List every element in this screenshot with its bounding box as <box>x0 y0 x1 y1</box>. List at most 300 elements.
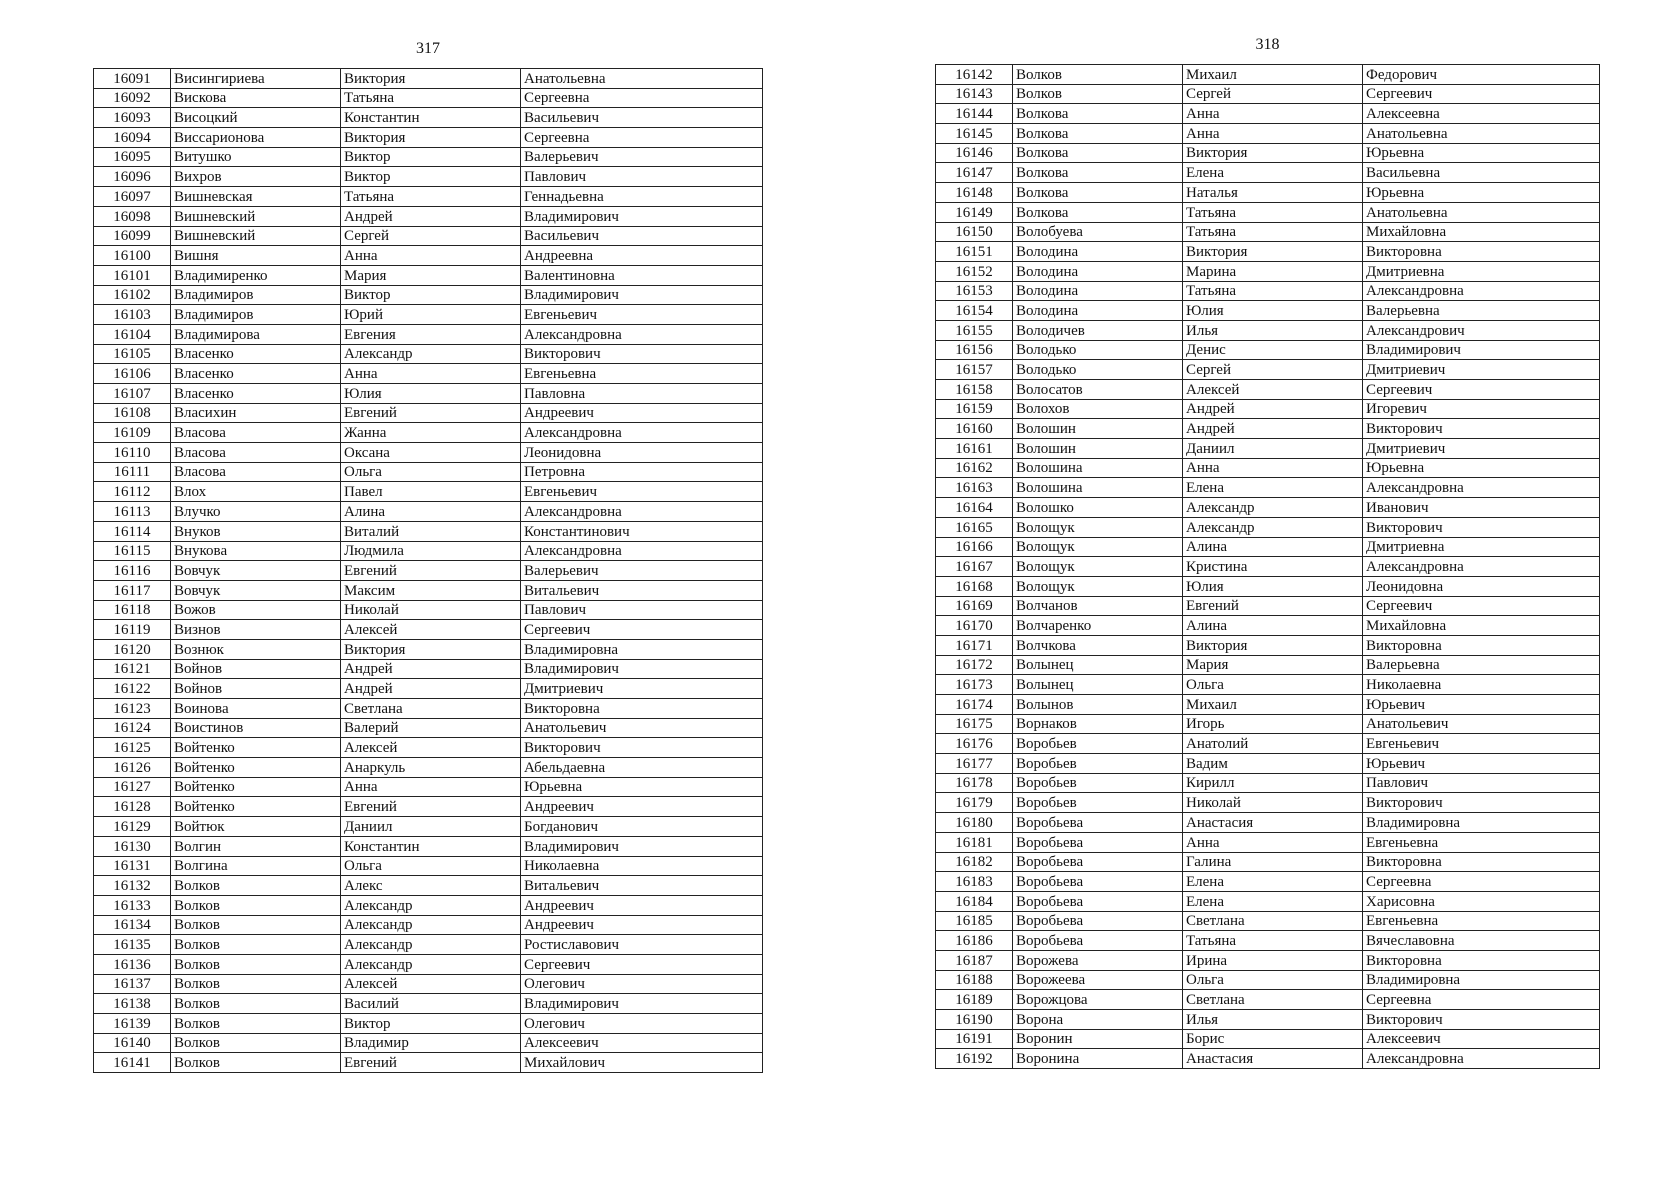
record-number-cell: 16095 <box>94 147 171 167</box>
patronymic-cell: Валерьевна <box>1363 655 1600 675</box>
surname-cell: Волков <box>171 935 341 955</box>
first-name-cell: Андрей <box>341 206 521 226</box>
patronymic-cell: Павлович <box>521 167 763 187</box>
table-row <box>94 954 763 974</box>
table-row <box>936 773 1600 793</box>
patronymic-cell: Сергеевна <box>1363 872 1600 892</box>
record-number-cell: 16119 <box>94 620 171 640</box>
surname-cell: Владимиров <box>171 305 341 325</box>
surname-cell: Власенко <box>171 344 341 364</box>
patronymic-cell: Сергеевич <box>521 954 763 974</box>
patronymic-cell: Андреевич <box>521 895 763 915</box>
table-row <box>936 596 1600 616</box>
patronymic-cell: Иванович <box>1363 498 1600 518</box>
surname-cell: Визнов <box>171 620 341 640</box>
record-number-cell: 16156 <box>936 340 1013 360</box>
record-number-cell: 16096 <box>94 167 171 187</box>
table-row <box>94 935 763 955</box>
names-table <box>935 64 1600 1069</box>
record-number-cell: 16163 <box>936 478 1013 498</box>
record-number-cell: 16103 <box>94 305 171 325</box>
table-row <box>936 124 1600 144</box>
record-number-cell: 16117 <box>94 580 171 600</box>
patronymic-cell: Витальевич <box>521 580 763 600</box>
patronymic-cell: Богданович <box>521 817 763 837</box>
patronymic-cell: Андреевич <box>521 403 763 423</box>
surname-cell: Ворожева <box>1013 950 1183 970</box>
surname-cell: Войтенко <box>171 797 341 817</box>
record-number-cell: 16151 <box>936 242 1013 262</box>
surname-cell: Вознюк <box>171 639 341 659</box>
first-name-cell: Виктория <box>1183 143 1363 163</box>
record-number-cell: 16135 <box>94 935 171 955</box>
patronymic-cell: Витальевич <box>521 876 763 896</box>
record-number-cell: 16149 <box>936 202 1013 222</box>
table-row <box>936 714 1600 734</box>
patronymic-cell: Леонидовна <box>1363 576 1600 596</box>
surname-cell: Ворона <box>1013 1010 1183 1030</box>
surname-cell: Волохов <box>1013 399 1183 419</box>
surname-cell: Владимирова <box>171 324 341 344</box>
table-row <box>936 261 1600 281</box>
record-number-cell: 16129 <box>94 817 171 837</box>
patronymic-cell: Алексеевич <box>521 1033 763 1053</box>
table-row <box>936 320 1600 340</box>
table-row <box>936 1029 1600 1049</box>
patronymic-cell: Дмитриевич <box>1363 439 1600 459</box>
first-name-cell: Максим <box>341 580 521 600</box>
table-row <box>936 1049 1600 1069</box>
record-number-cell: 16146 <box>936 143 1013 163</box>
record-number-cell: 16153 <box>936 281 1013 301</box>
surname-cell: Воробьев <box>1013 754 1183 774</box>
record-number-cell: 16161 <box>936 439 1013 459</box>
record-number-cell: 16122 <box>94 679 171 699</box>
record-number-cell: 16128 <box>94 797 171 817</box>
table-row <box>94 738 763 758</box>
table-row <box>936 439 1600 459</box>
first-name-cell: Елена <box>1183 478 1363 498</box>
patronymic-cell: Сергеевна <box>521 128 763 148</box>
table-row <box>936 576 1600 596</box>
first-name-cell: Евгений <box>341 561 521 581</box>
record-number-cell: 16107 <box>94 384 171 404</box>
table-row <box>936 655 1600 675</box>
patronymic-cell: Леонидовна <box>521 443 763 463</box>
surname-cell: Волошко <box>1013 498 1183 518</box>
surname-cell: Волобуева <box>1013 222 1183 242</box>
patronymic-cell: Васильевич <box>521 108 763 128</box>
first-name-cell: Виктор <box>341 147 521 167</box>
page-number: 317 <box>416 40 440 57</box>
first-name-cell: Юлия <box>341 384 521 404</box>
record-number-cell: 16140 <box>94 1033 171 1053</box>
first-name-cell: Светлана <box>341 699 521 719</box>
table-row <box>936 557 1600 577</box>
record-number-cell: 16144 <box>936 104 1013 124</box>
record-number-cell: 16187 <box>936 950 1013 970</box>
table-row <box>936 65 1600 85</box>
table-row <box>94 1033 763 1053</box>
first-name-cell: Анна <box>1183 124 1363 144</box>
record-number-cell: 16154 <box>936 301 1013 321</box>
record-number-cell: 16112 <box>94 482 171 502</box>
surname-cell: Войтенко <box>171 777 341 797</box>
record-number-cell: 16174 <box>936 695 1013 715</box>
surname-cell: Волощук <box>1013 537 1183 557</box>
table-row <box>936 754 1600 774</box>
record-number-cell: 16168 <box>936 576 1013 596</box>
record-number-cell: 16147 <box>936 163 1013 183</box>
first-name-cell: Павел <box>341 482 521 502</box>
patronymic-cell: Анатольевна <box>1363 202 1600 222</box>
record-number-cell: 16183 <box>936 872 1013 892</box>
surname-cell: Вихров <box>171 167 341 187</box>
table-row <box>94 777 763 797</box>
table-row <box>94 974 763 994</box>
surname-cell: Волков <box>171 974 341 994</box>
surname-cell: Володина <box>1013 261 1183 281</box>
surname-cell: Висингириева <box>171 69 341 89</box>
patronymic-cell: Александровна <box>1363 1049 1600 1069</box>
patronymic-cell: Сергеевич <box>1363 596 1600 616</box>
surname-cell: Войтенко <box>171 758 341 778</box>
patronymic-cell: Викторович <box>1363 419 1600 439</box>
record-number-cell: 16173 <box>936 675 1013 695</box>
record-number-cell: 16102 <box>94 285 171 305</box>
surname-cell: Волчаренко <box>1013 616 1183 636</box>
record-number-cell: 16110 <box>94 443 171 463</box>
surname-cell: Волкова <box>1013 163 1183 183</box>
patronymic-cell: Владимировна <box>1363 970 1600 990</box>
surname-cell: Волков <box>171 876 341 896</box>
patronymic-cell: Михайлович <box>521 1053 763 1073</box>
patronymic-cell: Дмитриевич <box>1363 360 1600 380</box>
surname-cell: Власихин <box>171 403 341 423</box>
first-name-cell: Ольга <box>1183 675 1363 695</box>
patronymic-cell: Валентиновна <box>521 265 763 285</box>
patronymic-cell: Павлович <box>521 600 763 620</box>
first-name-cell: Татьяна <box>1183 222 1363 242</box>
first-name-cell: Евгения <box>341 324 521 344</box>
patronymic-cell: Евгеньевич <box>1363 734 1600 754</box>
surname-cell: Волгин <box>171 836 341 856</box>
page-right <box>935 34 1600 1069</box>
first-name-cell: Алина <box>1183 537 1363 557</box>
first-name-cell: Алексей <box>341 974 521 994</box>
first-name-cell: Анна <box>1183 104 1363 124</box>
first-name-cell: Андрей <box>1183 399 1363 419</box>
surname-cell: Воробьева <box>1013 872 1183 892</box>
record-number-cell: 16166 <box>936 537 1013 557</box>
record-number-cell: 16171 <box>936 635 1013 655</box>
first-name-cell: Анатолий <box>1183 734 1363 754</box>
first-name-cell: Виктория <box>341 128 521 148</box>
record-number-cell: 16105 <box>94 344 171 364</box>
first-name-cell: Денис <box>1183 340 1363 360</box>
table-row <box>936 695 1600 715</box>
table-row <box>936 340 1600 360</box>
table-row <box>936 183 1600 203</box>
record-number-cell: 16189 <box>936 990 1013 1010</box>
surname-cell: Воробьев <box>1013 793 1183 813</box>
table-row <box>94 344 763 364</box>
patronymic-cell: Владимирович <box>521 206 763 226</box>
first-name-cell: Алекс <box>341 876 521 896</box>
first-name-cell: Анастасия <box>1183 813 1363 833</box>
first-name-cell: Татьяна <box>1183 281 1363 301</box>
first-name-cell: Виктор <box>341 167 521 187</box>
patronymic-cell: Анатольевич <box>1363 714 1600 734</box>
record-number-cell: 16142 <box>936 65 1013 85</box>
first-name-cell: Ирина <box>1183 950 1363 970</box>
record-number-cell: 16164 <box>936 498 1013 518</box>
first-name-cell: Алина <box>1183 616 1363 636</box>
first-name-cell: Даниил <box>1183 439 1363 459</box>
table-row <box>94 1053 763 1073</box>
patronymic-cell: Владимирович <box>521 659 763 679</box>
first-name-cell: Анна <box>1183 832 1363 852</box>
record-number-cell: 16177 <box>936 754 1013 774</box>
surname-cell: Войнов <box>171 659 341 679</box>
record-number-cell: 16121 <box>94 659 171 679</box>
first-name-cell: Сергей <box>341 226 521 246</box>
first-name-cell: Виктор <box>341 1014 521 1034</box>
table-row <box>936 950 1600 970</box>
patronymic-cell: Юрьевна <box>1363 183 1600 203</box>
patronymic-cell: Владимировна <box>521 639 763 659</box>
patronymic-cell: Викторовна <box>1363 242 1600 262</box>
patronymic-cell: Владимирович <box>521 285 763 305</box>
record-number-cell: 16116 <box>94 561 171 581</box>
first-name-cell: Константин <box>341 108 521 128</box>
record-number-cell: 16145 <box>936 124 1013 144</box>
record-number-cell: 16169 <box>936 596 1013 616</box>
table-row <box>94 265 763 285</box>
patronymic-cell: Дмитриевна <box>1363 261 1600 281</box>
table-row <box>936 616 1600 636</box>
table-row <box>94 679 763 699</box>
table-row <box>94 1014 763 1034</box>
record-number-cell: 16106 <box>94 364 171 384</box>
table-row <box>94 836 763 856</box>
table-row <box>94 147 763 167</box>
first-name-cell: Михаил <box>1183 65 1363 85</box>
table-row <box>94 423 763 443</box>
surname-cell: Вовчук <box>171 580 341 600</box>
first-name-cell: Александр <box>341 954 521 974</box>
patronymic-cell: Александровна <box>521 541 763 561</box>
surname-cell: Витушко <box>171 147 341 167</box>
record-number-cell: 16134 <box>94 915 171 935</box>
surname-cell: Волков <box>171 1014 341 1034</box>
names-table <box>93 68 763 1073</box>
table-row <box>936 84 1600 104</box>
first-name-cell: Жанна <box>341 423 521 443</box>
table-row <box>94 659 763 679</box>
surname-cell: Волков <box>171 954 341 974</box>
table-row <box>94 246 763 266</box>
table-row <box>94 895 763 915</box>
patronymic-cell: Николаевна <box>1363 675 1600 695</box>
record-number-cell: 16125 <box>94 738 171 758</box>
table-row <box>94 167 763 187</box>
record-number-cell: 16165 <box>936 517 1013 537</box>
first-name-cell: Анна <box>341 364 521 384</box>
first-name-cell: Александр <box>341 344 521 364</box>
first-name-cell: Елена <box>1183 163 1363 183</box>
surname-cell: Волошин <box>1013 419 1183 439</box>
record-number-cell: 16137 <box>94 974 171 994</box>
patronymic-cell: Ростиславович <box>521 935 763 955</box>
record-number-cell: 16150 <box>936 222 1013 242</box>
patronymic-cell: Викторовна <box>1363 852 1600 872</box>
first-name-cell: Елена <box>1183 891 1363 911</box>
table-row <box>94 482 763 502</box>
patronymic-cell: Павлович <box>1363 773 1600 793</box>
surname-cell: Власенко <box>171 384 341 404</box>
surname-cell: Воробьева <box>1013 832 1183 852</box>
record-number-cell: 16131 <box>94 856 171 876</box>
patronymic-cell: Константинович <box>521 521 763 541</box>
record-number-cell: 16124 <box>94 718 171 738</box>
first-name-cell: Виктория <box>1183 635 1363 655</box>
patronymic-cell: Петровна <box>521 462 763 482</box>
patronymic-cell: Викторовна <box>1363 635 1600 655</box>
first-name-cell: Виктор <box>341 285 521 305</box>
first-name-cell: Мария <box>341 265 521 285</box>
table-row <box>94 521 763 541</box>
surname-cell: Волкова <box>1013 104 1183 124</box>
surname-cell: Волощук <box>1013 557 1183 577</box>
patronymic-cell: Абельдаевна <box>521 758 763 778</box>
first-name-cell: Константин <box>341 836 521 856</box>
record-number-cell: 16181 <box>936 832 1013 852</box>
first-name-cell: Анна <box>1183 458 1363 478</box>
first-name-cell: Ольга <box>341 462 521 482</box>
patronymic-cell: Юрьевна <box>521 777 763 797</box>
table-row <box>94 305 763 325</box>
surname-cell: Володичев <box>1013 320 1183 340</box>
first-name-cell: Александр <box>1183 517 1363 537</box>
first-name-cell: Николай <box>1183 793 1363 813</box>
record-number-cell: 16184 <box>936 891 1013 911</box>
surname-cell: Воробьева <box>1013 931 1183 951</box>
first-name-cell: Виктория <box>1183 242 1363 262</box>
surname-cell: Вовчук <box>171 561 341 581</box>
table-row <box>94 994 763 1014</box>
table-row <box>94 797 763 817</box>
record-number-cell: 16094 <box>94 128 171 148</box>
table-row <box>94 639 763 659</box>
patronymic-cell: Александровна <box>521 502 763 522</box>
patronymic-cell: Дмитриевич <box>521 679 763 699</box>
record-number-cell: 16170 <box>936 616 1013 636</box>
first-name-cell: Андрей <box>341 679 521 699</box>
first-name-cell: Кирилл <box>1183 773 1363 793</box>
surname-cell: Внукова <box>171 541 341 561</box>
patronymic-cell: Анатольевна <box>1363 124 1600 144</box>
table-row <box>936 498 1600 518</box>
patronymic-cell: Николаевна <box>521 856 763 876</box>
table-row <box>94 541 763 561</box>
table-row <box>936 1010 1600 1030</box>
patronymic-cell: Андреевна <box>521 246 763 266</box>
patronymic-cell: Александрович <box>1363 320 1600 340</box>
patronymic-cell: Александровна <box>1363 557 1600 577</box>
table-row <box>936 832 1600 852</box>
patronymic-cell: Сергеевич <box>1363 380 1600 400</box>
surname-cell: Волков <box>171 895 341 915</box>
patronymic-cell: Александровна <box>1363 478 1600 498</box>
patronymic-cell: Алексеевич <box>1363 1029 1600 1049</box>
surname-cell: Вишневский <box>171 226 341 246</box>
first-name-cell: Галина <box>1183 852 1363 872</box>
table-row <box>94 915 763 935</box>
first-name-cell: Александр <box>341 935 521 955</box>
first-name-cell: Анаркуль <box>341 758 521 778</box>
table-row <box>94 817 763 837</box>
patronymic-cell: Васильевич <box>521 226 763 246</box>
first-name-cell: Виктория <box>341 69 521 89</box>
record-number-cell: 16111 <box>94 462 171 482</box>
first-name-cell: Наталья <box>1183 183 1363 203</box>
surname-cell: Волчкова <box>1013 635 1183 655</box>
surname-cell: Вишневский <box>171 206 341 226</box>
surname-cell: Волков <box>1013 65 1183 85</box>
first-name-cell: Ольга <box>341 856 521 876</box>
patronymic-cell: Викторович <box>1363 1010 1600 1030</box>
table-row <box>94 502 763 522</box>
first-name-cell: Николай <box>341 600 521 620</box>
patronymic-cell: Валерьевна <box>1363 301 1600 321</box>
patronymic-cell: Андреевич <box>521 915 763 935</box>
first-name-cell: Алексей <box>341 738 521 758</box>
table-row <box>94 462 763 482</box>
record-number-cell: 16167 <box>936 557 1013 577</box>
surname-cell: Волынец <box>1013 655 1183 675</box>
first-name-cell: Евгений <box>1183 596 1363 616</box>
surname-cell: Ворнаков <box>1013 714 1183 734</box>
first-name-cell: Юрий <box>341 305 521 325</box>
surname-cell: Войнов <box>171 679 341 699</box>
surname-cell: Воронин <box>1013 1029 1183 1049</box>
surname-cell: Волков <box>171 915 341 935</box>
surname-cell: Волчанов <box>1013 596 1183 616</box>
record-number-cell: 16138 <box>94 994 171 1014</box>
table-row <box>936 734 1600 754</box>
table-row <box>94 187 763 207</box>
record-number-cell: 16114 <box>94 521 171 541</box>
surname-cell: Ворожеева <box>1013 970 1183 990</box>
surname-cell: Вискова <box>171 88 341 108</box>
surname-cell: Волкова <box>1013 143 1183 163</box>
patronymic-cell: Андреевич <box>521 797 763 817</box>
first-name-cell: Андрей <box>1183 419 1363 439</box>
surname-cell: Волынов <box>1013 695 1183 715</box>
surname-cell: Власова <box>171 462 341 482</box>
surname-cell: Володько <box>1013 340 1183 360</box>
table-row <box>936 517 1600 537</box>
record-number-cell: 16091 <box>94 69 171 89</box>
record-number-cell: 16113 <box>94 502 171 522</box>
first-name-cell: Вадим <box>1183 754 1363 774</box>
patronymic-cell: Владимирович <box>521 994 763 1014</box>
record-number-cell: 16186 <box>936 931 1013 951</box>
record-number-cell: 16097 <box>94 187 171 207</box>
patronymic-cell: Евгеньевна <box>1363 832 1600 852</box>
patronymic-cell: Анатольевна <box>521 69 763 89</box>
